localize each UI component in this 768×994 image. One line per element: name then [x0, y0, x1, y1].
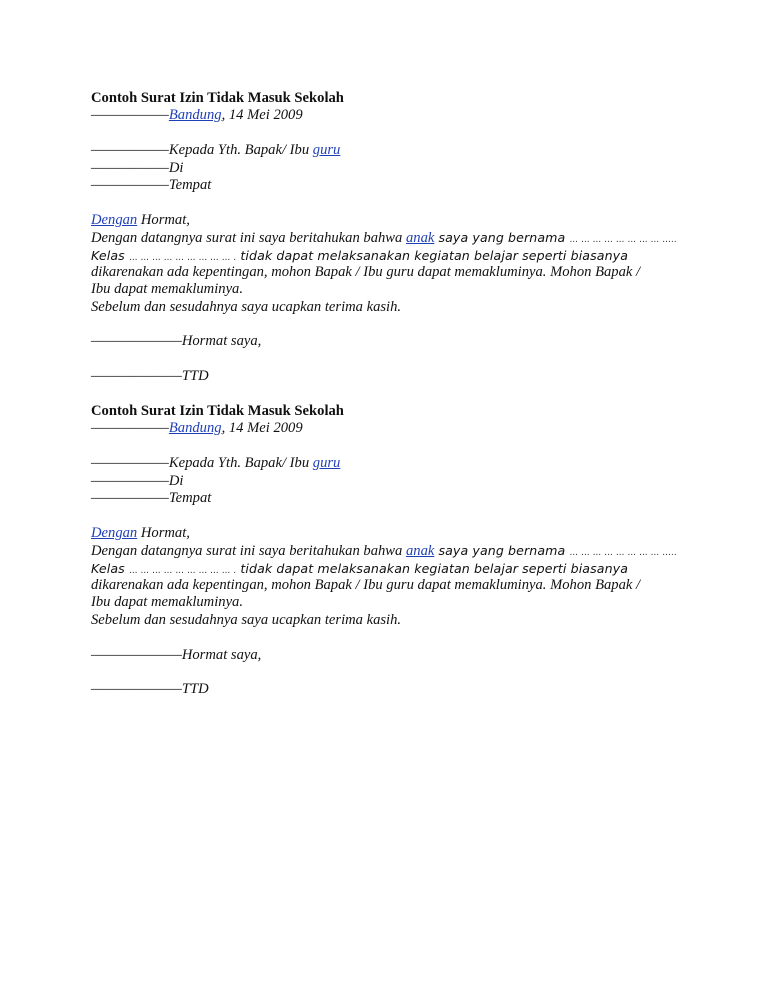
body-line-2	[91, 560, 681, 577]
letter-title: Contoh Surat Izin Tidak Masuk Sekolah	[91, 90, 344, 106]
name-placeholder-dots: … … … … … … … … …..	[569, 235, 677, 246]
dash-rule: ———————	[91, 681, 182, 698]
hormat-saya-text: Hormat saya,	[181, 333, 262, 350]
letter-2	[91, 403, 681, 699]
hormat-saya-text: Hormat saya,	[181, 646, 262, 663]
date-line	[91, 107, 681, 124]
body-line-4: Ibu dapat memakluminya.	[91, 281, 243, 298]
greeting-line	[91, 525, 681, 542]
body-line-1	[91, 229, 681, 246]
body-intro: Dengan datangnya surat ini saya beritahukan bahwa	[91, 543, 406, 560]
dash-rule: ——————	[91, 472, 169, 489]
class-placeholder-dots: … … … … … … … … … .	[128, 252, 237, 263]
dash-rule: ——————	[91, 176, 169, 193]
document-page	[91, 90, 681, 699]
letter-title: Contoh Surat Izin Tidak Masuk Sekolah	[91, 403, 344, 420]
di-line	[91, 473, 681, 490]
recipient-text: Kepada Yth. Bapak/ Ibu	[168, 142, 313, 159]
recipient-text: Kepada Yth. Bapak/ Ibu	[168, 455, 313, 472]
dengan-link[interactable]: Dengan	[91, 211, 138, 228]
greeting-text: Hormat,	[137, 211, 190, 228]
body-reason: tidak dapat melaksanakan kegiatan belajar seperti biasanya	[236, 247, 629, 263]
class-placeholder-dots: … … … … … … … … … .	[128, 565, 237, 576]
body-line-2	[91, 247, 681, 264]
ttd-text: TTD	[181, 681, 209, 698]
body-name-label: saya yang bernama	[434, 543, 570, 559]
tempat-text: Tempat	[168, 176, 212, 193]
body-intro: Dengan datangnya surat ini saya beritahukan bahwa	[91, 230, 406, 247]
dash-rule: ———————	[91, 368, 182, 385]
tempat-text: Tempat	[168, 489, 212, 506]
greeting-line	[91, 212, 681, 229]
dash-rule: ——————	[91, 455, 169, 472]
dash-rule: ———————	[91, 333, 182, 350]
dash-rule: ——————	[91, 159, 169, 176]
tempat-line	[91, 177, 681, 194]
letter-1	[91, 90, 681, 386]
dengan-link[interactable]: Dengan	[91, 524, 138, 541]
closing-thanks: Sebelum dan sesudahnya saya ucapkan terima kasih.	[91, 298, 402, 315]
name-placeholder-dots: … … … … … … … … …..	[569, 548, 677, 559]
letter-date: , 14 Mei 2009	[221, 420, 303, 437]
anak-link[interactable]: anak	[405, 543, 435, 560]
tempat-line	[91, 490, 681, 507]
body-name-label: saya yang bernama	[434, 230, 570, 246]
dash-rule: ——————	[91, 142, 169, 159]
ttd-text: TTD	[181, 368, 209, 385]
dash-rule: ——————	[91, 420, 169, 437]
dash-rule: ——————	[91, 107, 169, 124]
bandung-link[interactable]: Bandung	[168, 107, 222, 124]
closing-thanks: Sebelum dan sesudahnya saya ucapkan terima kasih.	[91, 611, 402, 628]
guru-link[interactable]: guru	[312, 455, 341, 472]
hormat-saya-line	[91, 333, 681, 350]
hormat-saya-line	[91, 647, 681, 664]
di-text: Di	[168, 159, 184, 176]
bandung-link[interactable]: Bandung	[168, 420, 222, 437]
body-line-3: dikarenakan ada kepentingan, mohon Bapak / Ibu guru dapat memakluminya. Mohon Bapak /	[91, 576, 641, 593]
body-class-label: Kelas	[91, 560, 129, 576]
body-line-1	[91, 542, 681, 559]
body-line-4: Ibu dapat memakluminya.	[91, 594, 243, 611]
recipient-line	[91, 142, 681, 159]
body-line-3: dikarenakan ada kepentingan, mohon Bapak / Ibu guru dapat memakluminya. Mohon Bapak /	[91, 263, 641, 280]
guru-link[interactable]: guru	[312, 142, 341, 159]
anak-link[interactable]: anak	[405, 230, 435, 247]
dash-rule: ———————	[91, 646, 182, 663]
dash-rule: ——————	[91, 489, 169, 506]
greeting-text: Hormat,	[137, 524, 190, 541]
ttd-line	[91, 368, 681, 385]
date-line	[91, 420, 681, 437]
body-reason: tidak dapat melaksanakan kegiatan belajar seperti biasanya	[236, 560, 629, 576]
di-line	[91, 160, 681, 177]
ttd-line	[91, 681, 681, 698]
recipient-line	[91, 455, 681, 472]
body-class-label: Kelas	[91, 247, 129, 263]
di-text: Di	[168, 472, 184, 489]
letter-date: , 14 Mei 2009	[221, 107, 303, 124]
